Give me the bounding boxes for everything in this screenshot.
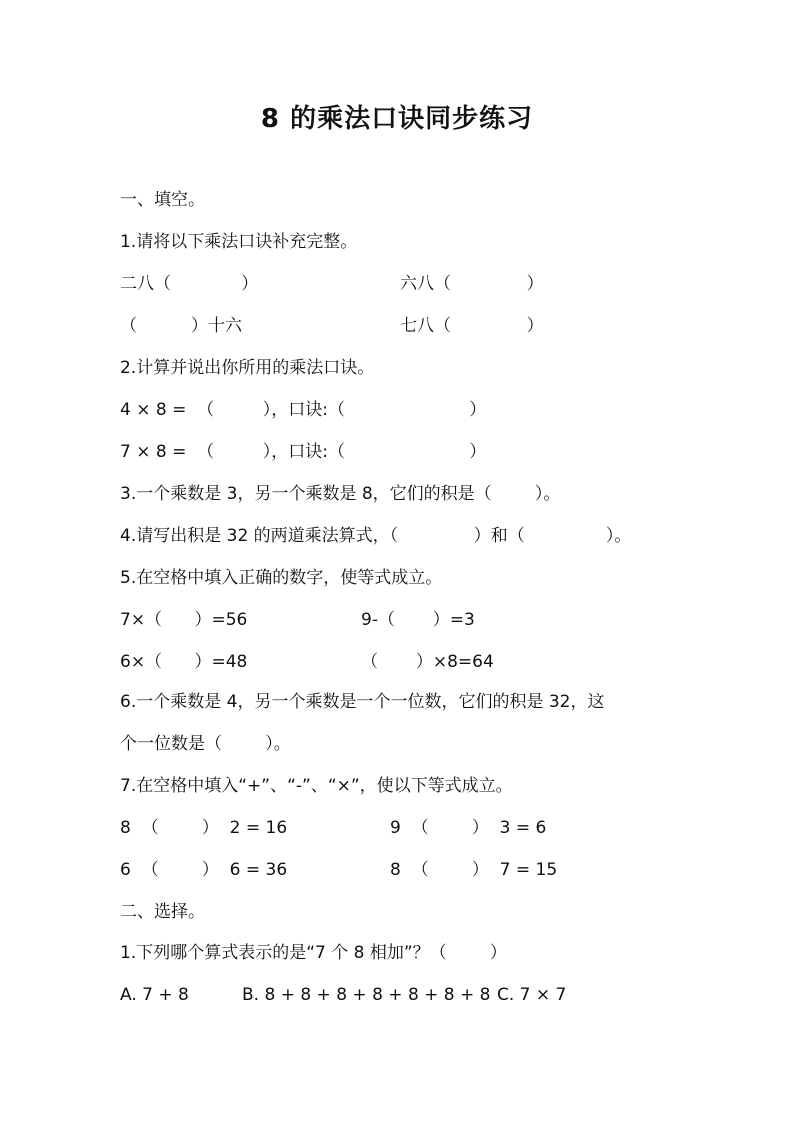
question-1-blank-d: 七八（ ） xyxy=(400,316,544,336)
question-7-item-d: 8 （ ） 7 = 15 xyxy=(390,860,558,880)
question-2-line-2: 7 × 8 = （ ），口诀:（ ） xyxy=(120,442,487,462)
question-5-item-a: 7×（ ）=56 xyxy=(120,610,248,630)
question-1-blank-b: 六八（ ） xyxy=(400,274,544,294)
choice-question-1-prompt: 1.下列哪个算式表示的是“7 个 8 相加”？（ ） xyxy=(120,943,507,963)
question-5-item-d: （ ）×8=64 xyxy=(361,652,494,672)
question-7-item-a: 8 （ ） 2 = 16 xyxy=(120,818,288,838)
section-heading-choice: 二、选择。 xyxy=(120,902,205,922)
question-4: 4.请写出积是 32 的两道乘法算式，（ ）和（ ）。 xyxy=(120,526,632,546)
page-title: 8 的乘法口诀同步练习 xyxy=(260,104,534,134)
question-1-blank-a: 二八（ ） xyxy=(120,274,259,294)
choice-option-a: A. 7 + 8 xyxy=(120,985,189,1005)
question-5-item-c: 6×（ ）=48 xyxy=(120,652,248,672)
question-6-line-1: 6.一个乘数是 4，另一个乘数是一个一位数，它们的积是 32，这 xyxy=(120,692,605,712)
question-1-prompt: 1.请将以下乘法口诀补充完整。 xyxy=(120,232,358,252)
question-7-item-c: 6 （ ） 6 = 36 xyxy=(120,860,288,880)
question-7-prompt: 7.在空格中填入“+”、“-”、“×”，使以下等式成立。 xyxy=(120,776,513,796)
question-6-line-2: 个一位数是（ ）。 xyxy=(120,734,291,754)
question-2-prompt: 2.计算并说出你所用的乘法口诀。 xyxy=(120,358,375,378)
question-3: 3.一个乘数是 3，另一个乘数是 8，它们的积是（ ）。 xyxy=(120,484,561,504)
section-heading-fill-in: 一、填空。 xyxy=(120,190,205,210)
question-7-item-b: 9 （ ） 3 = 6 xyxy=(390,818,547,838)
question-5-item-b: 9-（ ）=3 xyxy=(361,610,475,630)
question-1-blank-c: （ ）十六 xyxy=(120,316,243,336)
choice-option-b: B. 8 + 8 + 8 + 8 + 8 + 8 + 8 xyxy=(242,985,491,1005)
choice-option-c: C. 7 × 7 xyxy=(497,985,567,1005)
question-5-prompt: 5.在空格中填入正确的数字，使等式成立。 xyxy=(120,568,443,588)
question-2-line-1: 4 × 8 = （ ），口诀:（ ） xyxy=(120,400,487,420)
